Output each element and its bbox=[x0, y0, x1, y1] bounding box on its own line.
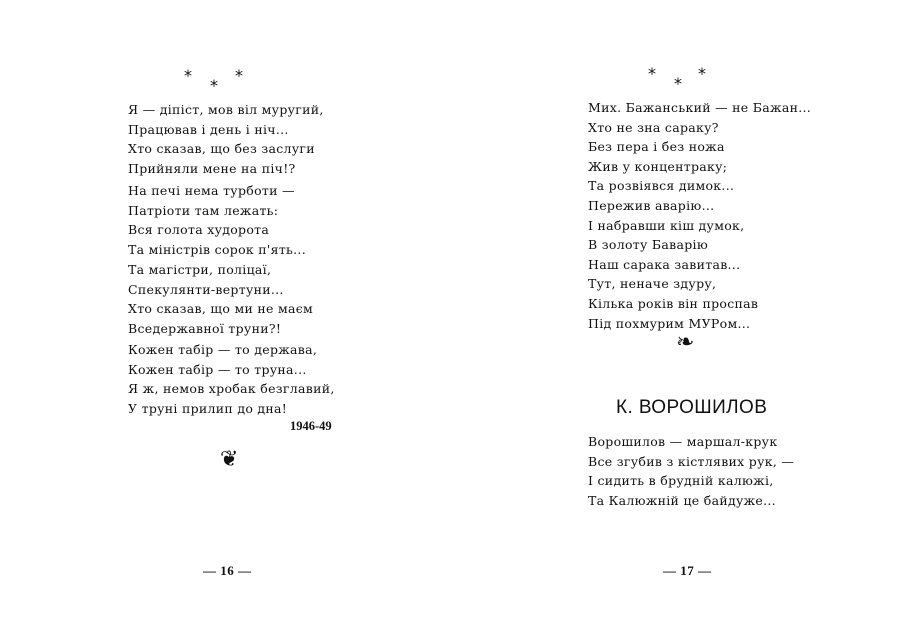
stanza-3 bbox=[128, 260, 313, 338]
verse-line: Вседержавної труни?! bbox=[128, 320, 282, 336]
stanza-1 bbox=[128, 100, 324, 178]
verse-line: Кожен табiр — то держава, bbox=[128, 342, 318, 357]
stanza-4 bbox=[128, 340, 335, 418]
verse-line: Ворошилов — маршал-крук bbox=[588, 434, 778, 449]
star-separator-icon: * bbox=[184, 66, 192, 85]
flourish-ornament-icon: ❦ bbox=[220, 447, 239, 472]
star-separator-icon: * bbox=[648, 64, 656, 83]
section-stanza bbox=[588, 432, 794, 510]
verse-line: Кожен табiр — то труна... bbox=[128, 361, 307, 377]
page-number: — 17 — bbox=[663, 563, 712, 578]
poem-date: 1946-49 bbox=[290, 419, 332, 433]
verse-line: У трунi прилип до дна! bbox=[128, 400, 288, 416]
page-number: — 16 — bbox=[203, 563, 252, 578]
verse-line: I сидить в бруднiй калюжi, bbox=[588, 473, 774, 489]
verse-line: Вся голота худорота bbox=[128, 222, 270, 238]
verse-line: Все згубив з кiстлявих рук, — bbox=[588, 453, 795, 469]
verse-line: Я — дiпiст, мов вiл муругий, bbox=[128, 102, 324, 117]
verse-line: Спекулянти-вертуни... bbox=[128, 281, 284, 297]
verse-line: Я ж, немов хробак безглавий, bbox=[128, 381, 335, 397]
verse-line: Хто не зна сараку? bbox=[588, 119, 719, 135]
verse-line: Працював i день i нiч... bbox=[128, 121, 289, 137]
star-separator-icon: * bbox=[698, 64, 706, 83]
verse-line: Та Калюжнiй це байдуже... bbox=[588, 492, 776, 508]
verse-line: Та мiнiстрiв сорок п'ять... bbox=[128, 241, 306, 257]
star-separator-icon: * bbox=[235, 66, 243, 85]
star-separator-icon: * bbox=[210, 76, 218, 95]
swan-ornament-icon: ❧ bbox=[676, 330, 695, 355]
verse-line: Пiд похмурим МУРом... bbox=[588, 315, 751, 331]
verse-line: Хто сказав, що без заслуги bbox=[128, 141, 315, 157]
verse-line: Пережив аварiю... bbox=[588, 197, 715, 213]
verse-line: I набравши кiш думок, bbox=[588, 217, 745, 233]
verse-line: Мих. Бажанський — не Бажан... bbox=[588, 100, 812, 115]
right-page bbox=[450, 0, 900, 639]
verse-line: Жив у концентраку; bbox=[588, 158, 728, 174]
verse-line: На печi нема турботи — bbox=[128, 183, 295, 198]
verse-line: Патрiоти там лежать: bbox=[128, 202, 279, 218]
verse-line: Та магiстри, полiцаї, bbox=[128, 262, 272, 277]
verse-line: В золоту Баварiю bbox=[588, 237, 709, 253]
verse-line: Без пера i без ножа bbox=[588, 139, 725, 155]
stanza-1 bbox=[588, 98, 811, 333]
verse-line: Прийняли мене на пiч!? bbox=[128, 160, 296, 176]
verse-line: Тут, неначе здуру, bbox=[588, 276, 717, 292]
stanza-2 bbox=[128, 181, 306, 259]
verse-line: Кiлька рокiв вiн проспав bbox=[588, 295, 759, 311]
verse-line: Та розвiявся димок... bbox=[588, 178, 735, 194]
verse-line: Наш сарака завитав... bbox=[588, 256, 741, 272]
verse-line: Хто сказав, що ми не маєм bbox=[128, 301, 314, 317]
star-separator-icon: * bbox=[674, 74, 682, 93]
section-title: К. ВОРОШИЛОВ bbox=[616, 397, 768, 418]
